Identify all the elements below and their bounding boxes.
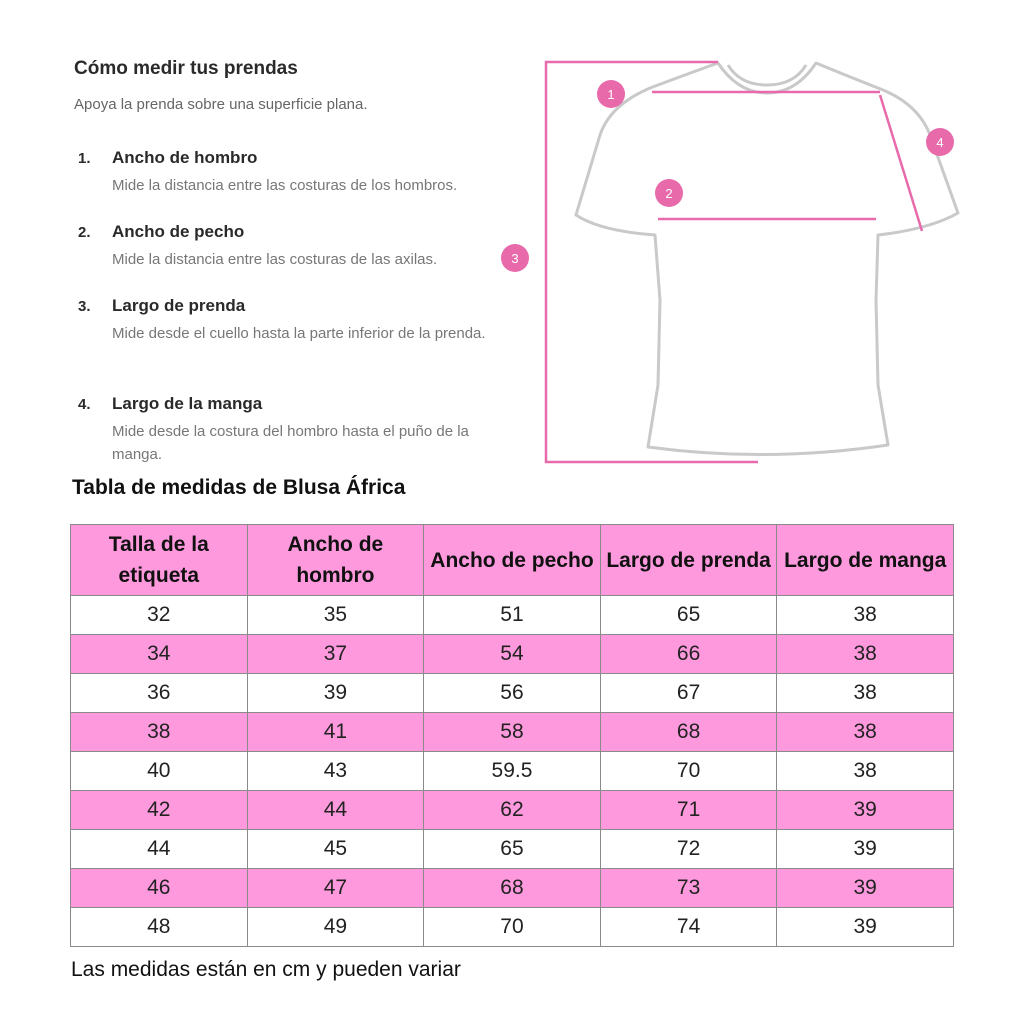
table-cell: 58 <box>424 713 601 752</box>
table-cell: 44 <box>247 791 424 830</box>
table-cell: 68 <box>600 713 777 752</box>
table-row <box>71 869 954 908</box>
table-row <box>71 830 954 869</box>
table-cell: 48 <box>71 908 248 947</box>
svg-text:3: 3 <box>511 251 519 266</box>
table-cell: 38 <box>777 752 954 791</box>
table-cell: 43 <box>247 752 424 791</box>
table-header-row <box>71 525 954 596</box>
table-row <box>71 713 954 752</box>
step-number: 3. <box>78 298 91 315</box>
table-cell: 44 <box>71 830 248 869</box>
table-cell: 38 <box>777 635 954 674</box>
footnote: Las medidas están en cm y pueden variar <box>71 958 461 981</box>
step-number: 2. <box>78 224 91 241</box>
table-cell: 39 <box>777 791 954 830</box>
svg-text:1: 1 <box>607 87 615 102</box>
step-title: Largo de prenda <box>112 296 246 315</box>
table-cell: 67 <box>600 674 777 713</box>
table-cell: 36 <box>71 674 248 713</box>
table-cell: 49 <box>247 908 424 947</box>
table-cell: 65 <box>600 596 777 635</box>
table-cell: 62 <box>424 791 601 830</box>
table-row <box>71 635 954 674</box>
step-number: 4. <box>78 396 91 413</box>
svg-text:4: 4 <box>936 135 944 150</box>
table-cell: 54 <box>424 635 601 674</box>
header-garment-length: Largo de prenda <box>600 525 777 596</box>
table-cell: 38 <box>71 713 248 752</box>
table-row <box>71 791 954 830</box>
step-title: Largo de la manga <box>112 394 263 413</box>
header-label-size: Talla de la etiqueta <box>71 525 248 596</box>
step-number: 1. <box>78 150 91 167</box>
table-cell: 39 <box>777 830 954 869</box>
table-row <box>71 908 954 947</box>
table-cell: 56 <box>424 674 601 713</box>
table-cell: 72 <box>600 830 777 869</box>
marker-3 <box>501 244 529 272</box>
tshirt-outline <box>576 63 958 455</box>
table-cell: 38 <box>777 713 954 752</box>
table-cell: 39 <box>777 869 954 908</box>
table-cell: 39 <box>777 908 954 947</box>
header-chest-width: Ancho de pecho <box>424 525 601 596</box>
table-cell: 71 <box>600 791 777 830</box>
step-title: Ancho de pecho <box>112 222 245 241</box>
svg-text:2: 2 <box>665 186 673 201</box>
table-cell: 41 <box>247 713 424 752</box>
size-table-title: Tabla de medidas de Blusa África <box>72 476 406 499</box>
table-cell: 70 <box>600 752 777 791</box>
table-cell: 74 <box>600 908 777 947</box>
marker-4 <box>926 128 954 156</box>
step-description: Mide la distancia entre las costuras de las axilas. <box>112 251 438 268</box>
step-description: Mide la distancia entre las costuras de los hombros. <box>112 177 458 194</box>
table-cell: 68 <box>424 869 601 908</box>
table-cell: 32 <box>71 596 248 635</box>
table-cell: 73 <box>600 869 777 908</box>
table-cell: 66 <box>600 635 777 674</box>
table-cell: 38 <box>777 596 954 635</box>
table-cell: 70 <box>424 908 601 947</box>
table-cell: 34 <box>71 635 248 674</box>
table-row <box>71 596 954 635</box>
table-row <box>71 752 954 791</box>
table-cell: 40 <box>71 752 248 791</box>
table-cell: 47 <box>247 869 424 908</box>
table-row <box>71 674 954 713</box>
table-cell: 65 <box>424 830 601 869</box>
marker-1 <box>597 80 625 108</box>
table-cell: 37 <box>247 635 424 674</box>
step-title: Ancho de hombro <box>112 148 258 167</box>
table-cell: 59.5 <box>424 752 601 791</box>
tshirt-measurement-diagram <box>500 55 970 470</box>
table-cell: 39 <box>247 674 424 713</box>
collar-line <box>728 65 806 85</box>
table-cell: 42 <box>71 791 248 830</box>
guide-title: Cómo medir tus prendas <box>74 58 298 79</box>
table-cell: 45 <box>247 830 424 869</box>
step-description: Mide desde el cuello hasta la parte inferior de la prenda. <box>112 325 486 342</box>
header-shoulder-width: Ancho de hombro <box>247 525 424 596</box>
table-cell: 35 <box>247 596 424 635</box>
marker-2 <box>655 179 683 207</box>
step-description: Mide desde la costura del hombro hasta el puño de la manga. <box>112 423 469 463</box>
size-table <box>70 524 954 947</box>
table-cell: 51 <box>424 596 601 635</box>
table-cell: 46 <box>71 869 248 908</box>
guide-subtitle: Apoya la prenda sobre una superficie plana. <box>74 96 368 113</box>
header-sleeve-length: Largo de manga <box>777 525 954 596</box>
table-cell: 38 <box>777 674 954 713</box>
